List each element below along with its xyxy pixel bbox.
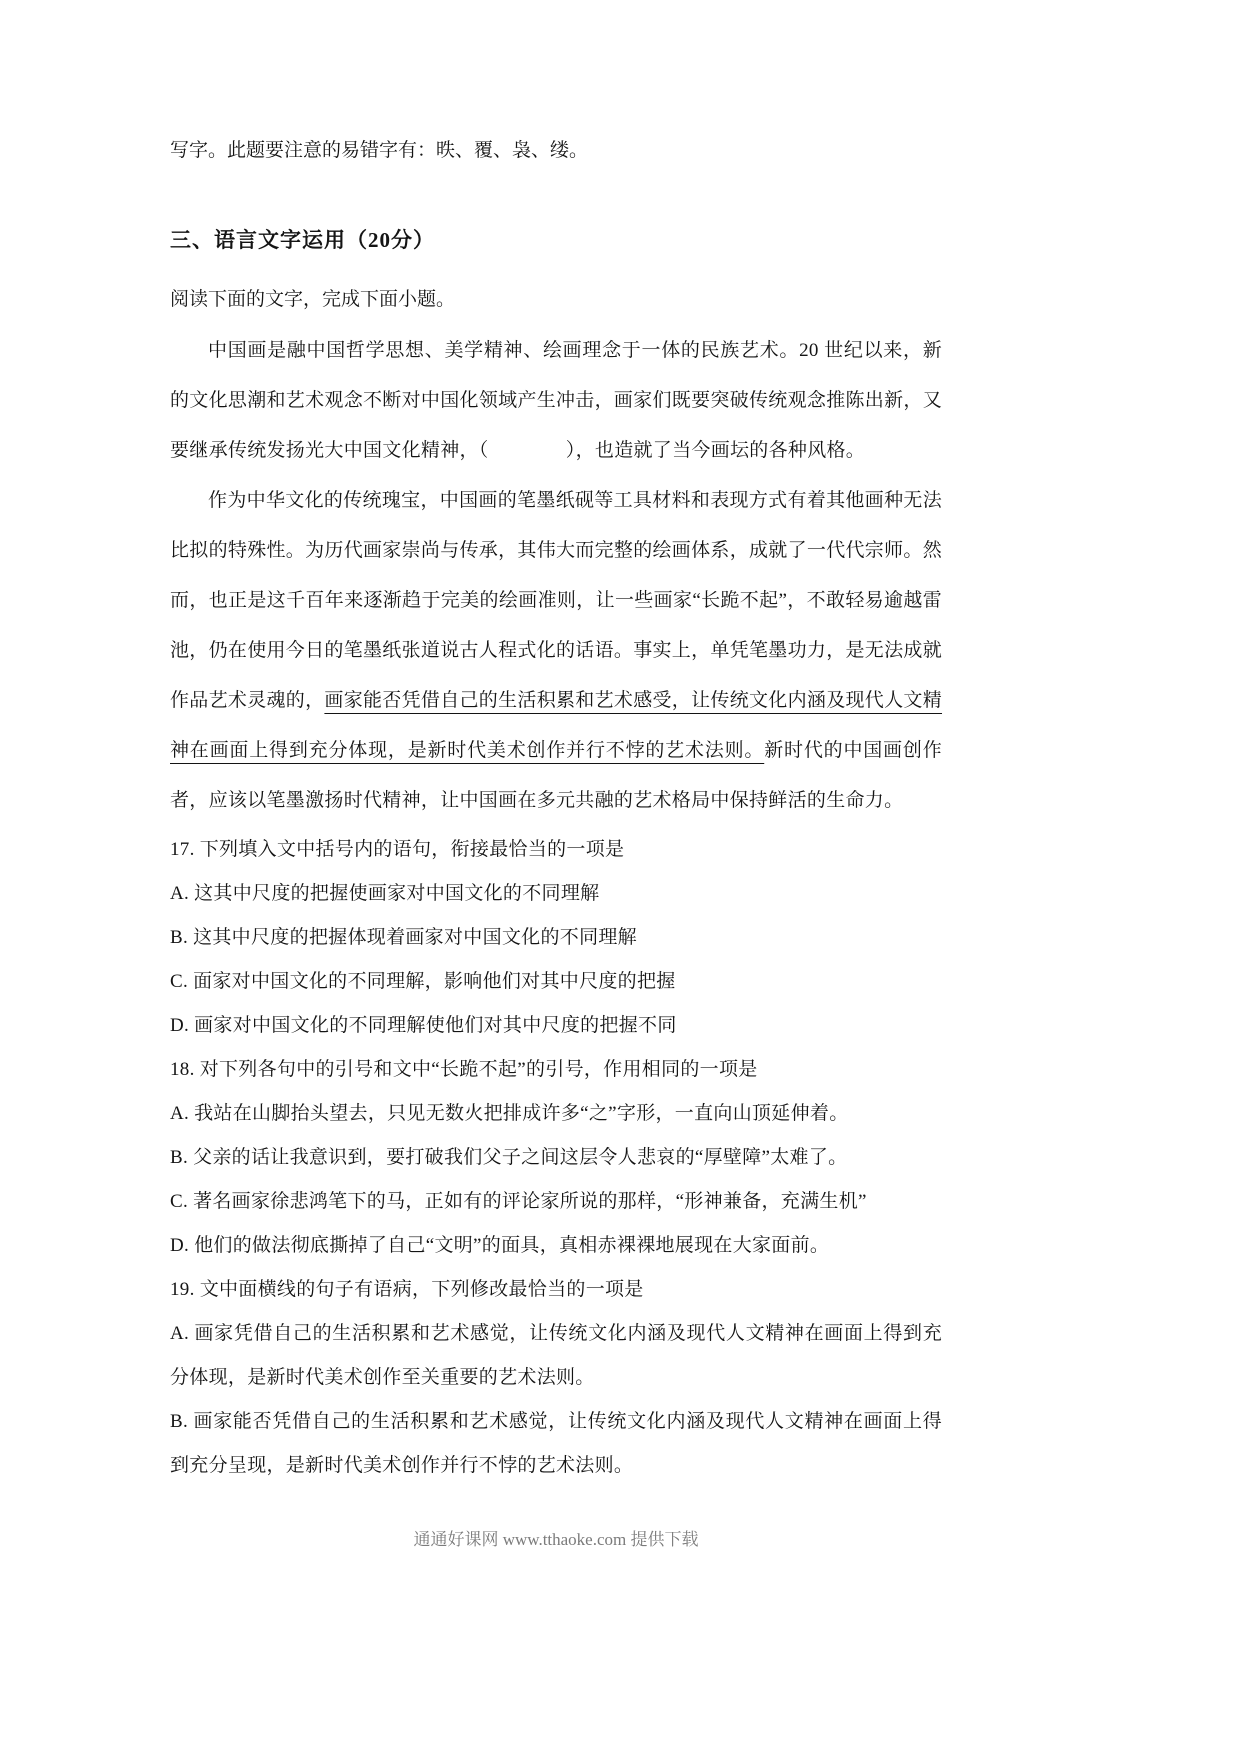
answer-note-line: 写字。此题要注意的易错字有：昳、覆、袅、缕。 xyxy=(170,140,589,161)
question-option: B. 父亲的话让我意识到，要打破我们父子之间这层令人悲哀的“厚壁障”太难了。 xyxy=(170,1147,848,1168)
question-option: A. 画家凭借自己的生活积累和艺术感觉，让传统文化内涵及现代人文精神在画面上得到充分体现，是新时代美术创作至关重要的艺术法则。 xyxy=(170,1323,942,1388)
paragraph-text: 新时代的中国画创作者，应该以笔墨激扬时代精神，让中国画在多元共融的艺术格局中保持鲜活的生命力。 xyxy=(170,740,942,811)
section-heading: 三、语言文字运用（20分） xyxy=(170,228,435,252)
passage xyxy=(170,326,942,826)
question-option: B. 画家能否凭借自己的生活积累和艺术感觉，让传统文化内涵及现代人文精神在画面上得到充分呈现，是新时代美术创作并行不悖的艺术法则。 xyxy=(170,1411,942,1476)
question-option: A. 这其中尺度的把握使画家对中国文化的不同理解 xyxy=(170,883,600,904)
passage-paragraph xyxy=(170,476,942,826)
question-option: D. 画家对中国文化的不同理解使他们对其中尺度的把握不同 xyxy=(170,1015,677,1036)
question-block xyxy=(170,1048,942,1268)
document-page xyxy=(170,136,942,1488)
question-stem: 19. 文中面横线的句子有语病，下列修改最恰当的一项是 xyxy=(170,1279,644,1300)
question-option: C. 面家对中国文化的不同理解，影响他们对其中尺度的把握 xyxy=(170,971,676,992)
underlined-sentence: 画家能否凭借自己的生活积累和艺术感受，让传统文化内涵及现代人文精神在画面上得到充分体现，是新时代美术创作并行不悖的艺术法则。 xyxy=(170,690,943,761)
question-block xyxy=(170,1268,942,1488)
footer-text: 通通好课网 www.tthaoke.com 提供下载 xyxy=(413,1530,699,1549)
question-stem: 18. 对下列各句中的引号和文中“长跪不起”的引号，作用相同的一项是 xyxy=(170,1059,758,1080)
footer xyxy=(170,1528,942,1552)
question-stem: 17. 下列填入文中括号内的语句，衔接最恰当的一项是 xyxy=(170,839,625,860)
paragraph-text: 中国画是融中国哲学思想、美学精神、绘画理念于一体的民族艺术。20 世纪以来，新的文化思潮和艺术观念不断对中国化领域产生冲击，画家们既要突破传统观念推陈出新，又要继承传统发扬光大中国文化精神，（ ），也造就了当今画坛的各种风格。 xyxy=(170,340,943,461)
question-block xyxy=(170,828,942,1048)
passage-paragraph xyxy=(170,326,942,476)
question-option: D. 他们的做法彻底撕掉了自己“文明”的面具，真相赤裸裸地展现在大家面前。 xyxy=(170,1235,830,1256)
question-option: B. 这其中尺度的把握体现着画家对中国文化的不同理解 xyxy=(170,927,637,948)
question-option: A. 我站在山脚抬头望去，只见无数火把排成许多“之”字形，一直向山顶延伸着。 xyxy=(170,1103,849,1124)
questions xyxy=(170,828,942,1488)
question-option: C. 著名画家徐悲鸿笔下的马，正如有的评论家所说的那样，“形神兼备，充满生机” xyxy=(170,1191,867,1212)
paragraph-text: 作为中华文化的传统瑰宝，中国画的笔墨纸砚等工具材料和表现方式有着其他画种无法比拟的特殊性。为历代画家崇尚与传承，其伟大而完整的绘画体系，成就了一代代宗师。然而，也正是这千百年来逐渐趋于完美的绘画准则，让一些画家“长跪不起”，不敢轻易逾越雷池，仍在使用今日的笔墨纸张道说古人程式化的话语。事实上，单凭笔墨功力，是无法成就作品艺术灵魂的， xyxy=(170,490,943,711)
passage-instruction: 阅读下面的文字，完成下面小题。 xyxy=(170,289,456,310)
